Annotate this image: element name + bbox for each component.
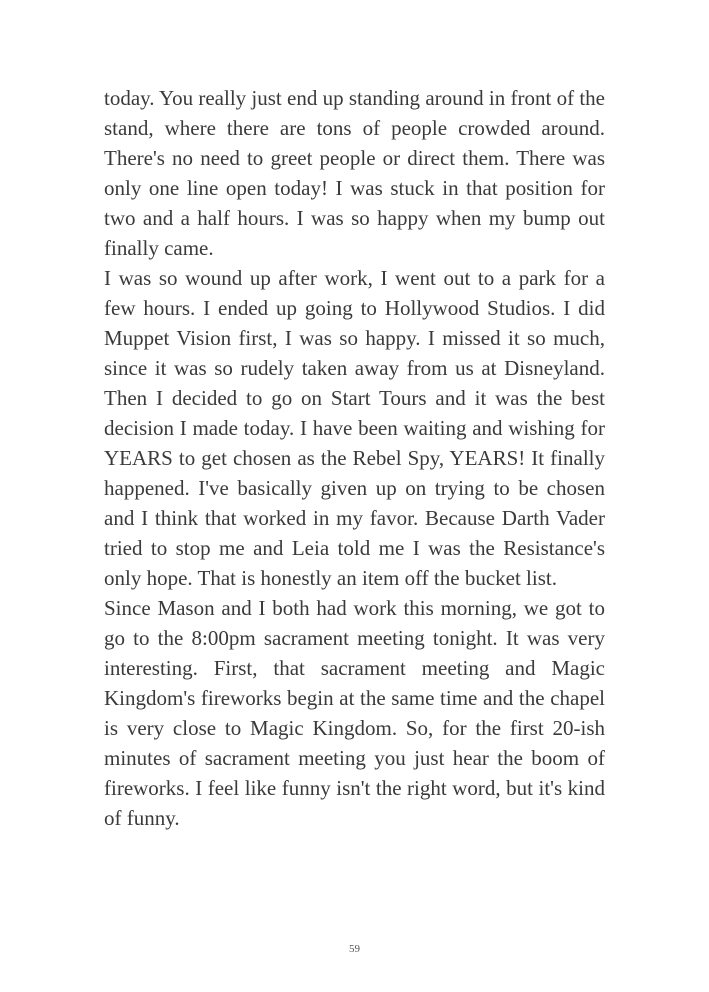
paragraph-work-stand: today. You really just end up standing around in front of the stand, where there are tons of people crowded around. There's no need to greet people or direct them. There was only one line open today! I was stuck in that position for two and a half hours. I was so happy when my bump out finally came. [104,86,605,260]
paragraph-sacrament-meeting: Since Mason and I both had work this morning, we got to go to the 8:00pm sacrament meeting tonight. It was very interesting. First, that sacrament meeting and Magic Kingdom's fireworks begin at the same time and the chapel is very close to Magic Kingdom. So, for the first 20-ish minutes of sacrament meeting you just hear the boom of fireworks. I feel like funny isn't the right word, but it's kind of funny. [104,596,605,830]
page-body [104,83,605,833]
paragraph-hollywood-studios: I was so wound up after work, I went out to a park for a few hours. I ended up going to Hollywood Studios. I did Muppet Vision first, I was so happy. I missed it so much, since it was so rudely taken away from us at Disneyland. Then I decided to go on Start Tours and it was the best decision I made today. I have been waiting and wishing for YEARS to get chosen as the Rebel Spy, YEARS! It finally happened. I've basically given up on trying to be chosen and I think that worked in my favor. Because Darth Vader tried to stop me and Leia told me I was the Resistance's only hope. That is honestly an item off the bucket list. [104,266,605,590]
page-number: 59 [349,943,360,955]
